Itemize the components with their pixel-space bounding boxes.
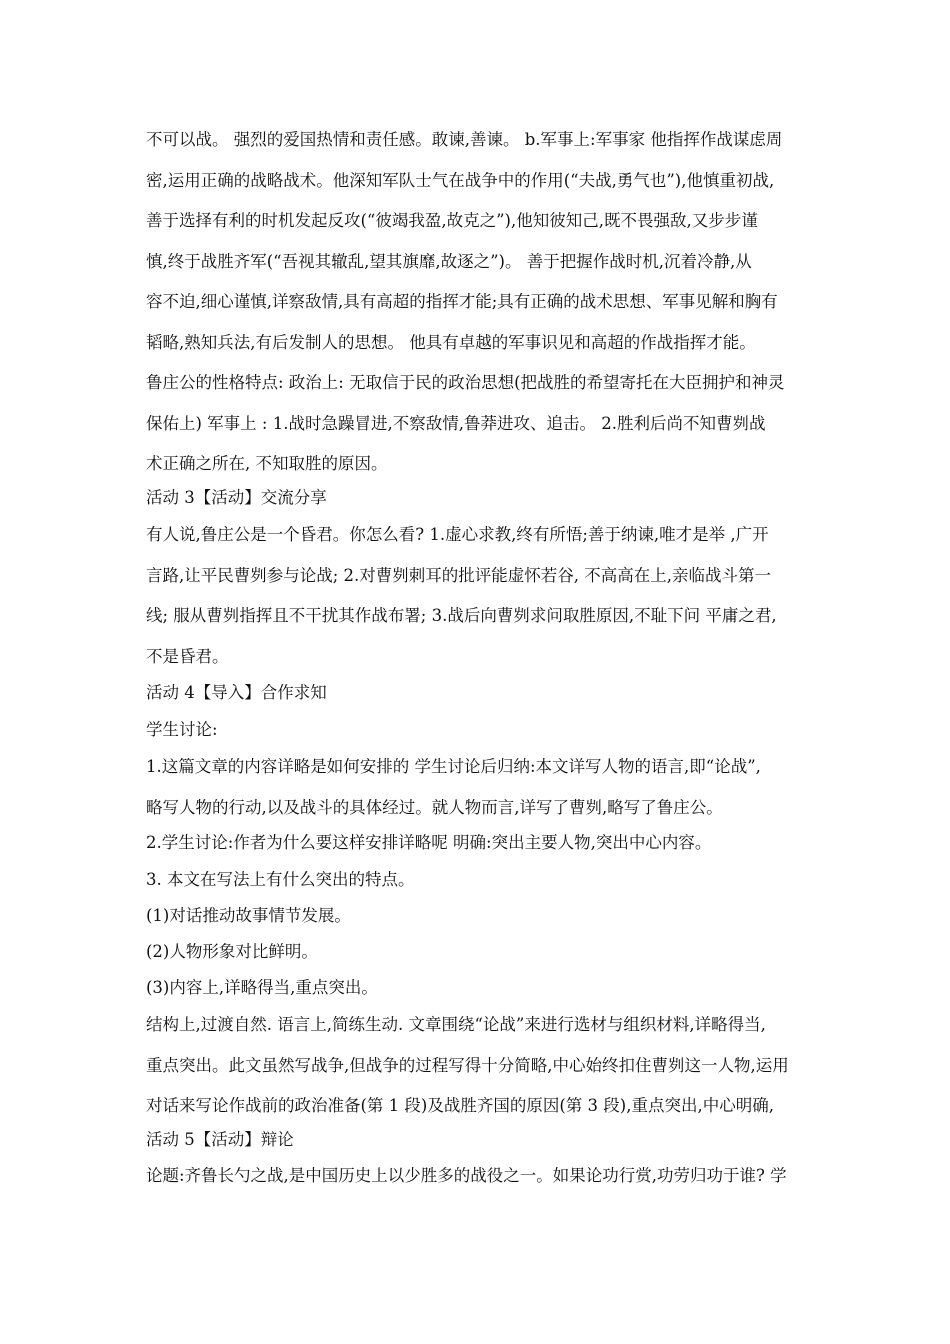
text-line: 保佑上) 军事上 : 1.战时急躁冒进,不察敌情,鲁莽进攻、追击。 2.胜利后尚不知曹刿战	[146, 413, 766, 433]
text-line: 密,运用正确的战略战术。他深知军队士气在战争中的作用(“夫战,勇气也”),他慎重初战,	[146, 170, 775, 190]
text-line: 略写人物的行动,以及战斗的具体经过。就人物而言,详写了曹刿,略写了鲁庄公。	[146, 797, 723, 817]
text-line: 容不迫,细心谨慎,详察敌情,具有高超的指挥才能;具有正确的战术思想、军事见解和胸有	[146, 292, 778, 311]
paragraph-feature-2	[146, 934, 810, 971]
paragraph-question-2	[146, 825, 810, 862]
text-line: 对话来写论作战前的政治准备(第 1 段)及战胜齐国的原因(第 3 段),重点突出,中心明确,	[146, 1096, 774, 1115]
text-line: 不可以战。 强烈的爱国热情和责任感。敢谏,善谏。 b.军事上:军事家 他指挥作战谋虑周	[146, 130, 783, 149]
section-heading: 活动 3【活动】交流分享	[146, 488, 327, 507]
paragraph-question-3	[146, 862, 810, 899]
section-heading: 活动 4【导入】合作求知	[146, 683, 327, 702]
text-line: 有人说,鲁庄公是一个昏君。你怎么看? 1.虚心求教,终有所悟;善于纳谏,唯才是举 ,广开	[146, 525, 769, 544]
text-line: 术正确之所在, 不知取胜的原因。	[146, 454, 388, 473]
paragraph-feature-1	[146, 898, 810, 935]
paragraph-feature-3	[146, 970, 810, 1007]
text-line: 韬略,熟知兵法,有后发制人的思想。 他具有卓越的军事识见和高超的作战指挥才能。	[146, 332, 756, 352]
paragraph-activity-3-body	[146, 515, 810, 677]
text-line: 结构上,过渡自然. 语言上,简练生动. 文章围绕“论战”来进行选材与组织材料,详略得当,	[146, 1015, 766, 1034]
text-line: 鲁庄公的性格特点: 政治上: 无取信于民的政治思想(把战胜的希望寄托在大臣拥护和神灵	[146, 373, 785, 392]
activity-5-heading	[146, 1122, 810, 1159]
text-line: 慎,终于战胜齐军(“吾视其辙乱,望其旗靡,故逐之”)。 善于把握作战时机,沉着冷静,从	[146, 251, 752, 271]
text-line: 言路,让平民曹刿参与论战; 2.对曹刿刺耳的批评能虚怀若谷, 不高高在上,亲临战斗第一	[146, 565, 772, 585]
section-heading: 活动 5【活动】辩论	[146, 1130, 294, 1149]
text-line: 论题:齐鲁长勺之战,是中国历史上以少胜多的战役之一。如果论功行赏,功劳归功于谁? 学	[146, 1166, 787, 1185]
paragraph-lu-zhuanggong-traits	[146, 363, 810, 485]
paragraph-question-1	[146, 747, 810, 828]
student-discussion-label	[146, 712, 810, 749]
text-line: 善于选择有利的时机发起反攻(“彼竭我盈,故克之”),他知彼知己,既不畏强敌,又步步谨	[146, 211, 758, 230]
text-line: (2)人物形象对比鲜明。	[146, 942, 318, 961]
paragraph-debate-topic	[146, 1158, 810, 1195]
text-line: (3)内容上,详略得当,重点突出。	[146, 978, 378, 997]
text-line: 重点突出。此文虽然写战争,但战争的过程写得十分简略,中心始终扣住曹刿这一人物,运用	[146, 1055, 789, 1075]
activity-4-heading	[146, 675, 810, 712]
text-line: 1.这篇文章的内容详略是如何安排的 学生讨论后归纳:本文详写人物的语言,即“论战”,	[146, 757, 761, 776]
text-line: 线; 服从曹刿指挥且不干扰其作战布署; 3.战后向曹刿求问取胜原因,不耻下问 平庸之君,	[146, 606, 777, 625]
text-line: 2.学生讨论:作者为什么要这样安排详略呢 明确:突出主要人物,突出中心内容。	[146, 833, 712, 852]
text-line: 学生讨论:	[146, 720, 218, 739]
text-line: 3. 本文在写法上有什么突出的特点。	[146, 870, 415, 889]
activity-3-heading	[146, 480, 810, 517]
text-line: (1)对话推动故事情节发展。	[146, 906, 351, 925]
text-line: 不是昏君。	[146, 646, 229, 666]
paragraph-structure-summary	[146, 1005, 810, 1127]
paragraph-cao-gui-traits	[146, 120, 810, 363]
